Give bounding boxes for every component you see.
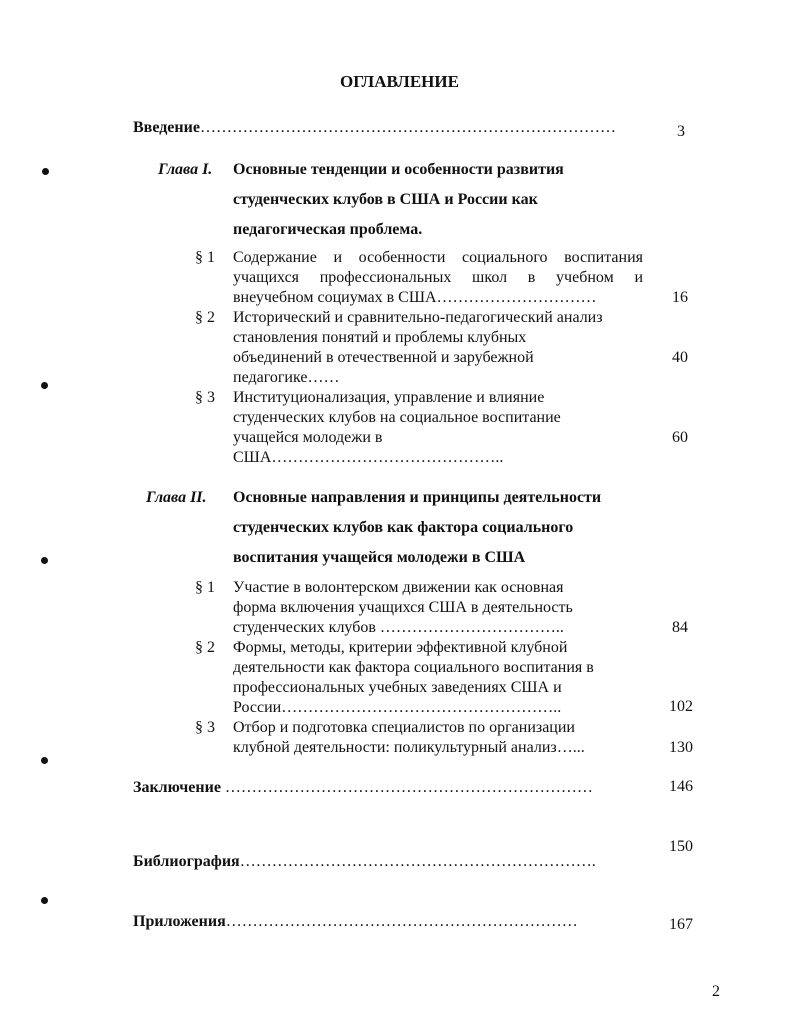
toc-entry-label: Введение xyxy=(133,119,200,136)
section-title-line: Институционализация, управление и влияние xyxy=(233,389,545,406)
section-title-line: учащихся профессиональных школ в учебном и xyxy=(233,269,643,286)
toc-entry-bibliography[interactable] xyxy=(133,852,596,872)
section-title-line: России…………………………………………….. xyxy=(233,699,562,716)
section-number: § 3 xyxy=(195,719,215,736)
toc-page-number: 150 xyxy=(669,838,693,855)
section-title-line: объединений в отечественной и зарубежной xyxy=(233,349,534,366)
section-title-line: деятельности как фактора социального воспитания в xyxy=(233,659,594,676)
toc-page-number: 40 xyxy=(672,349,688,366)
section-number: § 3 xyxy=(195,389,215,406)
section-title-line: становления понятий и проблемы клубных xyxy=(233,329,527,346)
section-title-line: форма включения учащихся США в деятельность xyxy=(233,599,573,616)
section-title-line: профессиональных учебных заведениях США и xyxy=(233,679,562,696)
toc-section-entry[interactable] xyxy=(233,248,643,308)
binder-hole-mark xyxy=(41,757,48,764)
section-number: § 1 xyxy=(195,579,215,596)
toc-page-number: 60 xyxy=(672,429,688,446)
section-number: § 2 xyxy=(195,309,215,326)
binder-hole-mark xyxy=(41,382,48,389)
binder-hole-mark xyxy=(42,168,49,175)
section-title-line: Участие в волонтерском движении как основная xyxy=(233,579,564,596)
toc-entry-appendices[interactable] xyxy=(133,912,578,932)
toc-entry-label: Приложения xyxy=(133,913,226,930)
section-title-line: учащейся молодежи в xyxy=(233,429,383,446)
leader-dots: …………………………………………………………… xyxy=(224,779,593,796)
toc-page-number: 16 xyxy=(672,289,688,306)
toc-page-number: 167 xyxy=(669,916,693,933)
leader-dots: …………………………………………………………. xyxy=(239,853,596,870)
section-title-line: Содержание и особенности социального воспитания xyxy=(233,249,643,266)
binder-hole-mark xyxy=(41,897,48,904)
section-title-line: студенческих клубов на социальное воспитание xyxy=(233,409,561,426)
chapter-title-line[interactable]: Основные тенденции и особенности развития xyxy=(233,161,564,178)
toc-entry-label: Заключение xyxy=(133,779,221,796)
page-title: ОГЛАВЛЕНИЕ xyxy=(340,72,459,91)
binder-hole-mark xyxy=(41,557,48,564)
chapter-title-line[interactable]: студенческих клубов в США и России как xyxy=(233,191,538,208)
section-title-line: Исторический и сравнительно-педагогический анализ xyxy=(233,309,603,326)
toc-page-number: 84 xyxy=(672,619,688,636)
leader-dots: ………………………………………………………… xyxy=(225,913,578,930)
toc-section-entry[interactable] xyxy=(233,578,573,638)
section-title-line: клубной деятельности: поликультурный анализ…... xyxy=(233,739,585,756)
chapter-title-line[interactable]: педагогическая проблема. xyxy=(233,221,423,238)
section-number: § 2 xyxy=(195,639,215,656)
toc-section-entry[interactable] xyxy=(233,718,585,758)
chapter-title-line[interactable]: Основные направления и принципы деятельности xyxy=(233,489,602,506)
section-number: § 1 xyxy=(195,249,215,266)
section-title-line: США…………………………………….. xyxy=(233,449,504,466)
toc-section-entry[interactable] xyxy=(233,388,561,468)
toc-page-number: 3 xyxy=(677,123,685,140)
toc-page-number: 102 xyxy=(669,698,693,715)
chapter-title-line[interactable]: воспитания учащейся молодежи в США xyxy=(233,549,526,566)
section-title-line: студенческих клубов …………………………….. xyxy=(233,619,564,636)
toc-entry-label: Библиография xyxy=(133,853,240,870)
chapter-title-line[interactable]: студенческих клубов как фактора социального xyxy=(233,519,574,536)
leader-dots: …………………………………………………………………… xyxy=(199,119,616,136)
chapter-label: Глава II. xyxy=(146,489,207,506)
toc-entry-introduction[interactable] xyxy=(133,118,616,138)
toc-section-entry[interactable] xyxy=(233,308,603,388)
toc-entry-conclusion[interactable] xyxy=(133,778,593,798)
section-title-line: педагогике…… xyxy=(233,369,340,386)
toc-page-number: 130 xyxy=(669,739,693,756)
section-title-line: Отбор и подготовка специалистов по организации xyxy=(233,719,575,736)
section-title-line: внеучебном социумах в США………………………… xyxy=(233,289,597,306)
section-title-line: Формы, методы, критерии эффективной клубной xyxy=(233,639,568,656)
toc-section-entry[interactable] xyxy=(233,638,594,718)
page-number: 2 xyxy=(712,983,720,1000)
chapter-label: Глава I. xyxy=(158,161,213,178)
toc-page-number: 146 xyxy=(669,778,693,795)
